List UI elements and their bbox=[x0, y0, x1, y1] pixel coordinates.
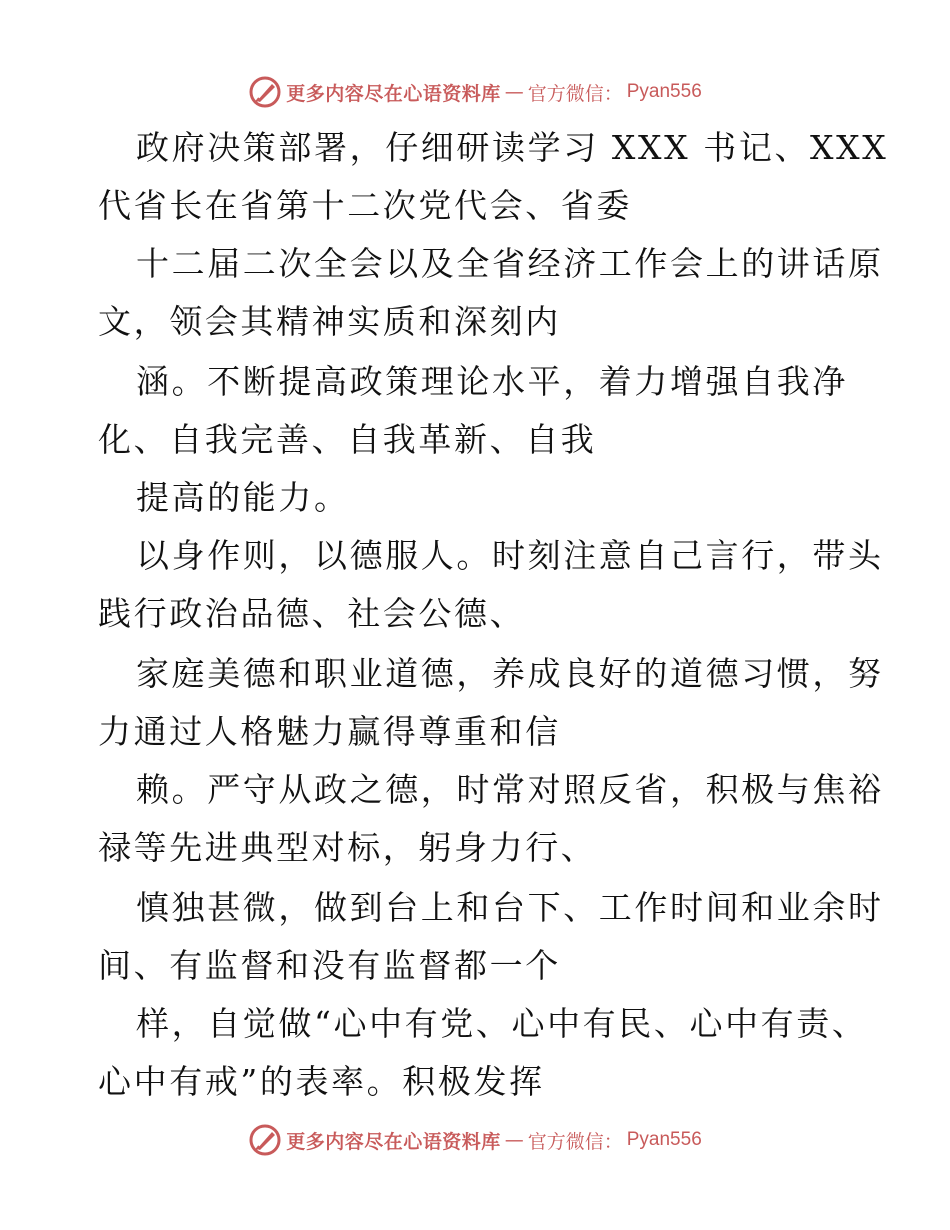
text-line: 样，自觉做“心中有党、心中有民、心中有责、 bbox=[136, 1004, 868, 1043]
text-line: 赖。严守从政之德，时常对照反省，积极与焦裕 bbox=[136, 770, 884, 809]
text-line: 慎独甚微，做到台上和台下、工作时间和业余时 bbox=[136, 888, 884, 927]
banner-brand-text: 更多内容尽在心语资料库 bbox=[286, 82, 501, 105]
text-line: 以身作则，以德服人。时刻注意自己言行，带头 bbox=[136, 536, 884, 575]
banner-dash: — bbox=[504, 81, 524, 103]
text-line: 政府决策部署，仔细研读学习 XXX 书记、XXX bbox=[136, 128, 889, 167]
banner-official-label: 官方微信： bbox=[527, 82, 623, 105]
text-line: 家庭美德和职业道德，养成良好的道德习惯，努 bbox=[136, 654, 884, 693]
text-line: 涵。不断提高政策理论水平，着力增强自我净 bbox=[136, 362, 848, 401]
text-line: 心中有戒”的表率。积极发挥 bbox=[98, 1062, 545, 1101]
banner-dash: — bbox=[504, 1129, 524, 1151]
quill-logo-icon bbox=[248, 1123, 282, 1157]
banner-wechat-id: Pyan556 bbox=[626, 1129, 702, 1150]
text-line: 力通过人格魅力赢得尊重和信 bbox=[98, 712, 561, 751]
footer-banner bbox=[0, 1120, 950, 1160]
quill-logo-icon bbox=[248, 75, 282, 109]
header-banner bbox=[0, 72, 950, 112]
banner-wechat-id: Pyan556 bbox=[626, 81, 702, 102]
text-line: 十二届二次全会以及全省经济工作会上的讲话原 bbox=[136, 244, 884, 283]
text-line: 代省长在省第十二次党代会、省委 bbox=[98, 186, 632, 225]
text-line: 禄等先进典型对标，躬身力行、 bbox=[98, 828, 597, 867]
banner-official-label: 官方微信： bbox=[527, 1130, 623, 1153]
text-line: 文，领会其精神实质和深刻内 bbox=[98, 302, 561, 341]
text-line: 化、自我完善、自我革新、自我 bbox=[98, 420, 597, 459]
text-line: 践行政治品德、社会公德、 bbox=[98, 594, 526, 633]
banner-brand-text: 更多内容尽在心语资料库 bbox=[286, 1130, 501, 1153]
text-line: 间、有监督和没有监督都一个 bbox=[98, 946, 561, 985]
text-line: 提高的能力。 bbox=[136, 478, 350, 517]
